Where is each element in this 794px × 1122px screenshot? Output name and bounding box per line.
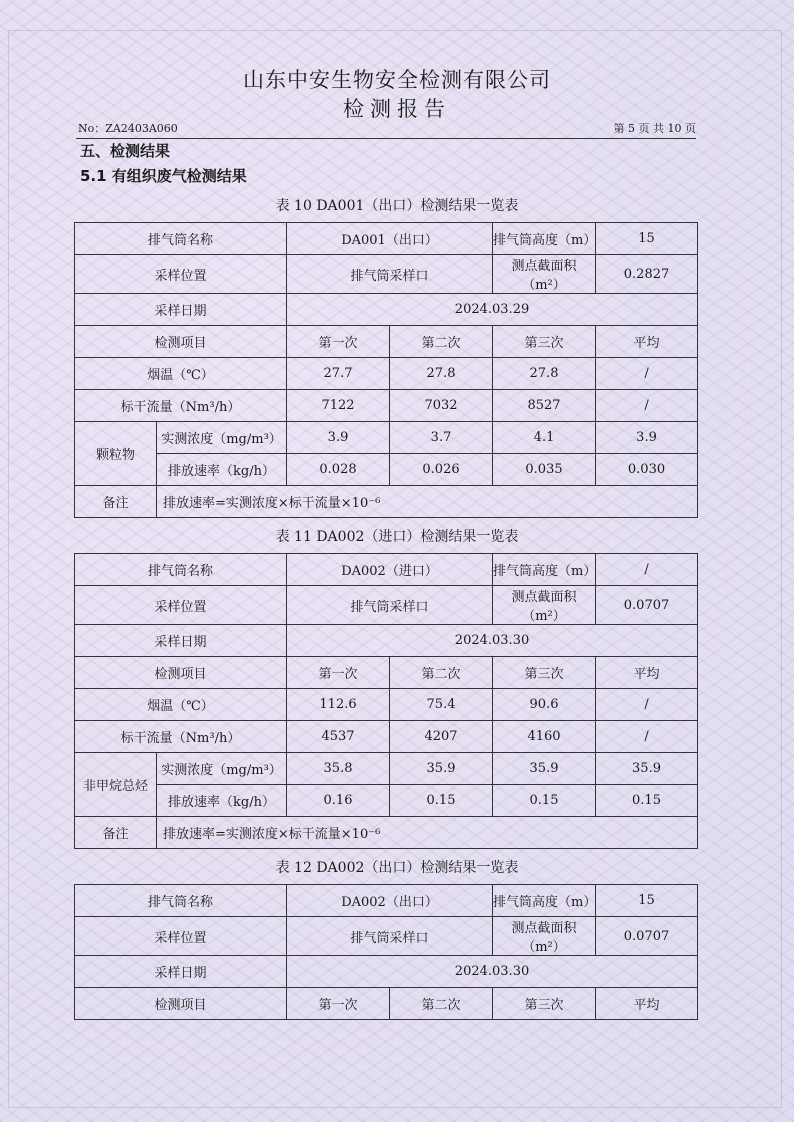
table-cell: / [596, 358, 698, 390]
stack-name: DA002（进口） [287, 554, 493, 586]
col-average: 平均 [596, 988, 698, 1020]
table-cell: 3.9 [287, 422, 390, 454]
results-table-da001-outlet [74, 222, 698, 518]
sampling-location-label: 采样位置 [75, 255, 287, 294]
table-row [75, 657, 698, 689]
col-second: 第二次 [390, 988, 493, 1020]
sampling-date-label: 采样日期 [75, 956, 287, 988]
col-first: 第一次 [287, 326, 390, 358]
note-label: 备注 [75, 817, 157, 849]
table-cell: 0.026 [390, 454, 493, 486]
section-area: 0.0707 [596, 586, 698, 625]
col-first: 第一次 [287, 988, 390, 1020]
table-row [75, 817, 698, 849]
results-table-da002-outlet [74, 884, 698, 1020]
concentration-label: 实测浓度（mg/m³） [157, 422, 287, 454]
table-cell: 4207 [390, 721, 493, 753]
table-row [75, 358, 698, 390]
col-average: 平均 [596, 657, 698, 689]
pollutant-name: 颗粒物 [75, 422, 157, 486]
table-row [75, 689, 698, 721]
table-row [75, 255, 698, 294]
header-rule [76, 138, 696, 139]
table-cell: 0.15 [390, 785, 493, 817]
note-text: 排放速率=实测浓度×标干流量×10⁻⁶ [157, 817, 698, 849]
table-row [75, 454, 698, 486]
std-flow-label: 标干流量（Nm³/h） [75, 390, 287, 422]
sampling-location: 排气筒采样口 [287, 586, 493, 625]
stack-name: DA002（出口） [287, 885, 493, 917]
stack-name-label: 排气筒名称 [75, 885, 287, 917]
section-area-label: 测点截面积（m²） [493, 255, 596, 294]
test-item-label: 检测项目 [75, 326, 287, 358]
concentration-label: 实测浓度（mg/m³） [157, 753, 287, 785]
table-cell: 4537 [287, 721, 390, 753]
table-caption: 表 12 DA002（出口）检测结果一览表 [275, 860, 519, 876]
test-item-label: 检测项目 [75, 657, 287, 689]
report-number: No：ZA2403A060 [78, 122, 178, 135]
table-cell: 4160 [493, 721, 596, 753]
sampling-location-label: 采样位置 [75, 917, 287, 956]
company-name: 山东中安生物安全检测有限公司 [243, 68, 551, 92]
section-title: 五、检测结果 [80, 142, 171, 160]
results-table-da002-inlet [74, 553, 698, 849]
stack-name-label: 排气筒名称 [75, 554, 287, 586]
sampling-date: 2024.03.30 [287, 956, 698, 988]
pollutant-name: 非甲烷总烃 [75, 753, 157, 817]
table-row [75, 486, 698, 518]
stack-name-label: 排气筒名称 [75, 223, 287, 255]
flue-temp-label: 烟温（℃） [75, 358, 287, 390]
table-row [75, 390, 698, 422]
table-row [75, 554, 698, 586]
stack-height: 15 [596, 885, 698, 917]
table-row [75, 294, 698, 326]
table-row [75, 785, 698, 817]
table-row [75, 917, 698, 956]
stack-height-label: 排气筒高度（m） [493, 554, 596, 586]
table-cell: 35.9 [493, 753, 596, 785]
table-cell: 0.16 [287, 785, 390, 817]
table-cell: 0.15 [493, 785, 596, 817]
note-label: 备注 [75, 486, 157, 518]
table-row [75, 625, 698, 657]
col-first: 第一次 [287, 657, 390, 689]
table-row [75, 721, 698, 753]
sampling-date-label: 采样日期 [75, 625, 287, 657]
table-caption: 表 11 DA002（进口）检测结果一览表 [275, 529, 519, 545]
stack-height: 15 [596, 223, 698, 255]
sampling-location: 排气筒采样口 [287, 255, 493, 294]
table-cell: 35.9 [390, 753, 493, 785]
col-third: 第三次 [493, 988, 596, 1020]
table-row [75, 988, 698, 1020]
table-cell: 75.4 [390, 689, 493, 721]
sampling-date-label: 采样日期 [75, 294, 287, 326]
page-number: 第 5 页 共 10 页 [613, 122, 696, 135]
table-cell: 4.1 [493, 422, 596, 454]
table-row [75, 753, 698, 785]
report-title: 检测报告 [343, 97, 451, 121]
stack-height-label: 排气筒高度（m） [493, 223, 596, 255]
section-area: 0.0707 [596, 917, 698, 956]
table-cell: 3.9 [596, 422, 698, 454]
table-cell: 7032 [390, 390, 493, 422]
stack-height: / [596, 554, 698, 586]
table-cell: 0.15 [596, 785, 698, 817]
std-flow-label: 标干流量（Nm³/h） [75, 721, 287, 753]
table-cell: / [596, 721, 698, 753]
table-cell: 35.9 [596, 753, 698, 785]
table-row [75, 422, 698, 454]
table-caption: 表 10 DA001（出口）检测结果一览表 [275, 198, 519, 214]
section-area-label: 测点截面积（m²） [493, 917, 596, 956]
sampling-date: 2024.03.30 [287, 625, 698, 657]
table-cell: 0.030 [596, 454, 698, 486]
table-cell: 0.028 [287, 454, 390, 486]
table-cell: 27.7 [287, 358, 390, 390]
subsection-title: 5.1 有组织废气检测结果 [80, 167, 247, 185]
table-cell: 0.035 [493, 454, 596, 486]
col-second: 第二次 [390, 326, 493, 358]
table-cell: 35.8 [287, 753, 390, 785]
section-area: 0.2827 [596, 255, 698, 294]
table-row [75, 586, 698, 625]
flue-temp-label: 烟温（℃） [75, 689, 287, 721]
table-row [75, 885, 698, 917]
sampling-date: 2024.03.29 [287, 294, 698, 326]
table-row [75, 956, 698, 988]
table-cell: / [596, 689, 698, 721]
emission-rate-label: 排放速率（kg/h） [157, 785, 287, 817]
table-cell: 27.8 [390, 358, 493, 390]
table-row [75, 326, 698, 358]
emission-rate-label: 排放速率（kg/h） [157, 454, 287, 486]
table-cell: / [596, 390, 698, 422]
note-text: 排放速率=实测浓度×标干流量×10⁻⁶ [157, 486, 698, 518]
col-second: 第二次 [390, 657, 493, 689]
table-cell: 8527 [493, 390, 596, 422]
table-cell: 112.6 [287, 689, 390, 721]
col-third: 第三次 [493, 326, 596, 358]
sampling-location-label: 采样位置 [75, 586, 287, 625]
col-average: 平均 [596, 326, 698, 358]
table-cell: 27.8 [493, 358, 596, 390]
table-cell: 90.6 [493, 689, 596, 721]
sampling-location: 排气筒采样口 [287, 917, 493, 956]
col-third: 第三次 [493, 657, 596, 689]
stack-name: DA001（出口） [287, 223, 493, 255]
stack-height-label: 排气筒高度（m） [493, 885, 596, 917]
test-item-label: 检测项目 [75, 988, 287, 1020]
table-cell: 3.7 [390, 422, 493, 454]
table-cell: 7122 [287, 390, 390, 422]
section-area-label: 测点截面积（m²） [493, 586, 596, 625]
table-row [75, 223, 698, 255]
